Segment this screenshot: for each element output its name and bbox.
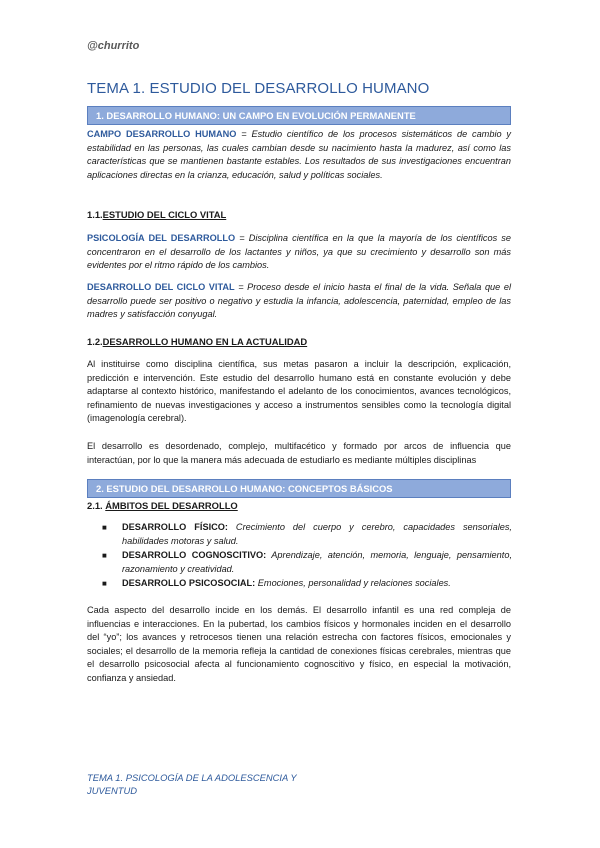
- section-2-heading: 2. ESTUDIO DEL DESARROLLO HUMANO: CONCEPTOS BÁSICOS: [87, 479, 511, 498]
- bullet-text: Crecimiento del cuerpo y cerebro, capacidades sensoriales, habilidades motoras y salud.: [122, 522, 512, 546]
- ciclo-vital-definition: [87, 281, 511, 322]
- footer-course-title: TEMA 1. PSICOLOGÍA DE LA ADOLESCENCIA Y JUVENTUD: [87, 772, 297, 796]
- ambitos-list: [102, 521, 512, 592]
- subsection-1-2-heading: [87, 336, 307, 347]
- bullet-term: DESARROLLO FÍSICO:: [122, 522, 228, 532]
- subsection-1-1-label: ESTUDIO DEL CICLO VITAL: [102, 209, 227, 220]
- subsection-2-1-number: 2.1.: [87, 500, 103, 511]
- campo-definition: [87, 128, 511, 182]
- bullet-term: DESARROLLO PSICOSOCIAL:: [122, 578, 256, 589]
- bullet-icon: ■: [102, 523, 107, 532]
- subsection-1-2-number: 1.2.: [87, 336, 103, 347]
- campo-term: CAMPO DESARROLLO HUMANO: [87, 129, 237, 139]
- subsection-1-2-label: DESARROLLO HUMANO EN LA ACTUALIDAD: [102, 336, 308, 347]
- actualidad-paragraph-1: Al instituirse como disciplina científica, sus metas pasaron a incluir la descripción, explicación, predicción e intervención. Este estudio del desarrollo humano está en constante evolución y debe adaptarse al contexto histórico, manifestando el adelanto de los conocimientos, avances tecnológicos, refinamiento de nuevas investigaciones y acceso a instrumentos sensibles como la tecnología digital (imagenología cerebral).: [87, 359, 511, 424]
- subsection-1-1-heading: [87, 209, 226, 220]
- subsection-2-1-heading: [87, 500, 238, 511]
- bullet-text: Emociones, personalidad y relaciones sociales.: [255, 578, 451, 589]
- bullet-term: DESARROLLO COGNOSCITIVO:: [122, 550, 267, 561]
- document-title: TEMA 1. ESTUDIO DEL DESARROLLO HUMANO: [87, 80, 430, 97]
- subsection-2-1-label: ÁMBITOS DEL DESARROLLO: [105, 500, 238, 511]
- bullet-text: Aprendizaje, atención, memoria, lenguaje, pensamiento, razonamiento y creatividad.: [122, 550, 512, 574]
- bullet-icon: ■: [102, 551, 107, 561]
- psicologia-text: = Disciplina científica en la que la mayoría de los científicos se concentraron en el desarrollo de los lactantes y niños, ya que su crecimiento y desarrollo son más evidentes por el ritmo rápido de los cambios.: [87, 233, 512, 271]
- list-item: [102, 577, 512, 591]
- actualidad-paragraph-2: El desarrollo es desordenado, complejo, multifacético y formado por arcos de influencia que interactúan, por lo que la manera más adecuada de estudiarlo es mediante múltiples disciplinas: [87, 441, 511, 465]
- list-item: [102, 549, 512, 576]
- ciclo-vital-text: = Proceso desde el inicio hasta el final de la vida. Señala que el desarrollo puede ser positivo o negativo y estudia la infancia, adolescencia, paternidad, empleo de las madres y satisfacción conyugal.: [87, 282, 511, 320]
- campo-text: = Estudio científico de los procesos sistemáticos de cambio y estabilidad en las personas, las cuales cambian desde su nacimiento hasta la madurez, así como las características que se mantienen bastante estables. Los resultados de sus investigaciones encuentran aplicaciones directas en la crianza, educación, salud y políticas sociales.: [87, 129, 511, 180]
- author-handle: @churrito: [87, 40, 140, 52]
- list-item: [102, 521, 512, 548]
- psicologia-term: PSICOLOGÍA DEL DESARROLLO: [87, 233, 236, 243]
- psicologia-definition: [87, 232, 511, 273]
- subsection-1-1-number: 1.1.: [87, 209, 103, 220]
- bullet-icon: ■: [102, 579, 107, 589]
- section-1-heading: 1. DESARROLLO HUMANO: UN CAMPO EN EVOLUCIÓN PERMANENTE: [87, 106, 511, 125]
- ciclo-vital-term: DESARROLLO DEL CICLO VITAL: [87, 282, 235, 292]
- ambitos-closing-paragraph: Cada aspecto del desarrollo incide en los demás. El desarrollo infantil es una red compleja de influencias e interacciones. En la pubertad, los cambios físicos y hormonales inciden en el desarrollo del “yo”; los avances y retrocesos tienen una relación estrecha con factores físicos, emocionales y sociales; el desarrollo de la memoria refleja la cantidad de conexiones físicas cerebrales, mientras que el desarrollo psicosocial afecta al funcionamiento cognoscitivo y físico, en especial la motivación, confianza y ansiedad.: [87, 605, 511, 683]
